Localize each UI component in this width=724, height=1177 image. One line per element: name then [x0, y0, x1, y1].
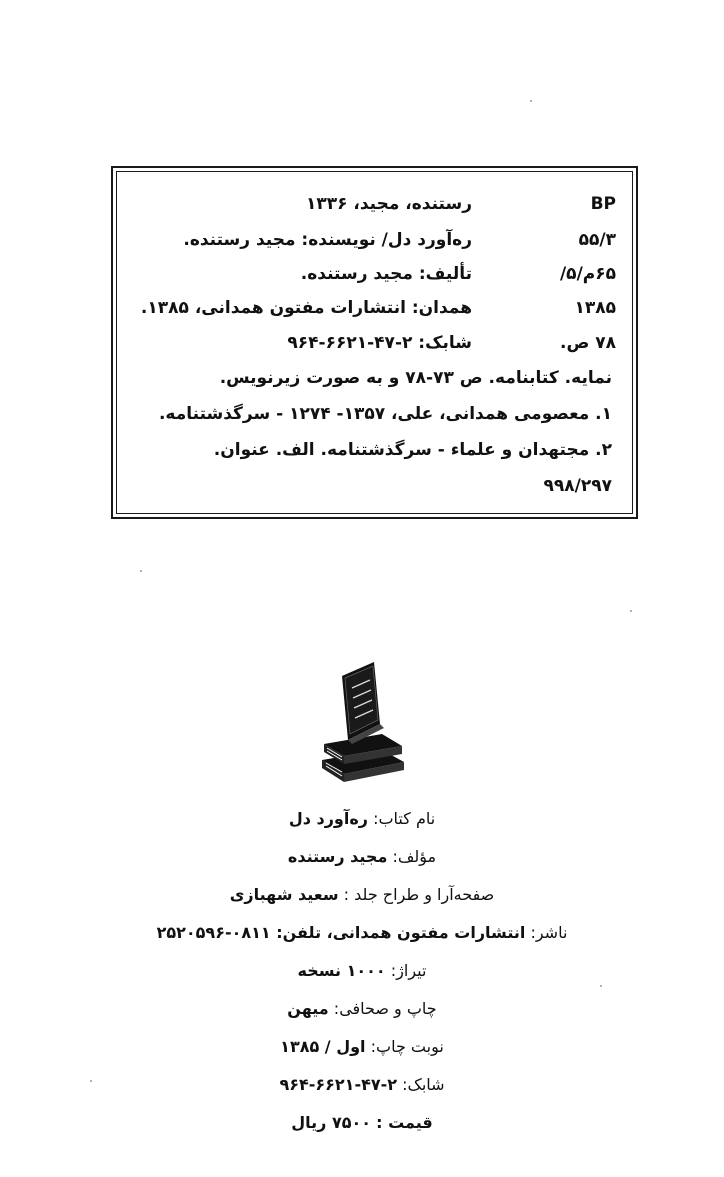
cip-line-2 [117, 224, 632, 256]
cip-line-4 [117, 292, 632, 324]
cip-record-inner [116, 171, 633, 514]
colophon-value: ره‌آورد دل [288, 809, 368, 828]
cip-cutter-number: ۶۵م/۵/ [559, 264, 616, 284]
colophon-value: اول / ۱۳۸۵ [280, 1037, 366, 1056]
colophon-book-title [0, 800, 724, 838]
cip-title-entry: ره‌آورد دل/ نویسنده: مجید رستنده. [183, 230, 472, 250]
cip-ddc-number: ۹۹۸/۲۹۷ [543, 476, 612, 496]
colophon-label: شابک: [402, 1075, 445, 1094]
colophon [0, 800, 724, 1142]
cip-line-1 [117, 188, 632, 220]
cip-record-box [111, 166, 638, 519]
colophon-value: سعید شهبازی [229, 885, 339, 904]
colophon-value: ۲-۴۷-۶۶۲۱-۹۶۴ [279, 1075, 398, 1094]
colophon-label: صفحه‌آرا و طراح جلد : [343, 885, 495, 904]
colophon-label: تیراژ: [390, 961, 427, 980]
cip-class-number: ۵۵/۳ [578, 230, 616, 250]
cip-year: ۱۳۸۵ [574, 298, 616, 318]
cip-page-count: ۷۸ ص. [559, 333, 616, 353]
colophon-print-run [0, 952, 724, 990]
colophon-value: میهن [287, 999, 329, 1018]
cip-line-5 [117, 327, 632, 359]
cip-note-3 [117, 434, 632, 466]
cip-bibliography-note: نمایه. کتابنامه. ص ۷۳-۷۸ و به صورت زیرنویس. [219, 368, 612, 388]
cip-publication-entry: همدان: انتشارات مفتون همدانی، ۱۳۸۵. [140, 298, 472, 318]
colophon-price [0, 1104, 724, 1142]
colophon-designer [0, 876, 724, 914]
colophon-value: انتشارات مفتون همدانی، تلفن: ۰۸۱۱-۲۵۲۰۵۹۶ [156, 923, 526, 942]
cip-note-2 [117, 398, 632, 430]
cip-note-1 [117, 362, 632, 394]
colophon-printer [0, 990, 724, 1028]
cip-isbn-entry: شابک: ۲-۴۷-۶۶۲۱-۹۶۴ [287, 333, 472, 353]
stacked-books-logo-icon [312, 658, 408, 790]
colophon-label: چاپ و صحافی: [333, 999, 437, 1018]
colophon-publisher [0, 914, 724, 952]
colophon-label: نام کتاب: [373, 809, 436, 828]
colophon-edition [0, 1028, 724, 1066]
colophon-value: ۱۰۰۰ نسخه [297, 961, 386, 980]
colophon-label: نوبت چاپ: [370, 1037, 444, 1056]
cip-classification-code: BP [590, 194, 616, 214]
colophon-label: ناشر: [530, 923, 568, 942]
cip-author-entry: رستنده، مجید، ۱۳۳۶ [305, 194, 472, 214]
colophon-value: ۷۵۰۰ ریال [291, 1113, 371, 1132]
colophon-value: مجید رستنده [287, 847, 388, 866]
colophon-label: مؤلف: [392, 847, 437, 866]
cip-subject-2: ۲. مجتهدان و علماء - سرگذشتنامه. الف. عنوان. [213, 440, 612, 460]
cip-authorship-entry: تألیف: مجید رستنده. [300, 264, 472, 284]
colophon-label: قیمت : [376, 1113, 433, 1132]
colophon-author [0, 838, 724, 876]
cip-subject-1: ۱. معصومی همدانی، علی، ۱۳۵۷- ۱۲۷۴ - سرگذشتنامه. [158, 404, 612, 424]
cip-line-3 [117, 258, 632, 290]
colophon-isbn [0, 1066, 724, 1104]
cip-ddc-line [117, 470, 632, 502]
